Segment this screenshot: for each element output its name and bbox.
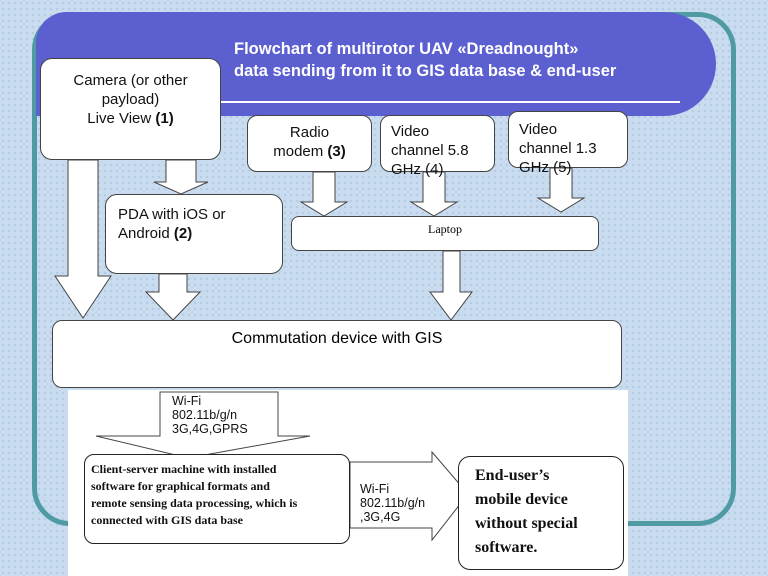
- wifi-top-line-1: Wi-Fi: [172, 394, 202, 408]
- enduser-line-1: End-user’s: [475, 467, 550, 484]
- client-line-3: remote sensing data processing, which is: [91, 496, 298, 510]
- enduser-line-2: mobile device: [475, 491, 568, 508]
- wifi-label-right: [360, 482, 425, 524]
- pda-label-2: Android: [118, 225, 174, 242]
- commutation-label: Commutation device with GIS: [231, 330, 443, 347]
- video13-label-3: GHz (5): [519, 159, 572, 176]
- radio-label-1: Radio: [289, 124, 330, 141]
- radio-modem-node: [247, 115, 372, 172]
- wifi-label-top: [172, 394, 248, 436]
- wifi-right-line-1: Wi-Fi: [360, 482, 390, 496]
- client-line-1: Client-server machine with installed: [91, 462, 277, 476]
- wifi-right-line-3: ,3G,4G: [360, 510, 401, 524]
- arrow-camera-to-commutation: [55, 160, 111, 318]
- radio-label-2: modem: [273, 143, 328, 160]
- enduser-line-3: without special: [475, 515, 578, 532]
- arrow-laptop-to-commutation: [430, 251, 472, 320]
- camera-label-3: Live View: [87, 110, 156, 127]
- camera-label-1: Camera (or other: [73, 72, 188, 89]
- title-line-1: Flowchart of multirotor UAV «Dreadnought»: [234, 40, 579, 58]
- arrow-camera-to-pda: [154, 160, 208, 194]
- video-channel-13-node: [508, 111, 628, 176]
- pda-label-1: PDA with iOS or: [118, 206, 226, 223]
- laptop-node: [291, 216, 599, 251]
- client-line-4: connected with GIS data base: [91, 513, 244, 527]
- video58-label-3: GHz (4): [391, 161, 444, 178]
- commutation-device-node: [52, 320, 622, 388]
- arrow-radio-to-laptop: [301, 172, 347, 216]
- video13-label-2: channel 1.3: [519, 140, 597, 157]
- video13-label-1: Video: [519, 121, 558, 138]
- camera-node: [40, 58, 221, 160]
- enduser-line-4: software.: [475, 539, 538, 556]
- pda-number: (2): [173, 225, 193, 242]
- arrow-pda-to-commutation: [146, 274, 200, 320]
- wifi-top-line-2: 802.11b/g/n: [172, 408, 238, 422]
- title-line-2: data sending from it to GIS data base & end-user: [234, 62, 617, 80]
- video58-label-1: Video: [391, 123, 430, 140]
- video58-label-2: channel 5.8: [391, 142, 469, 159]
- camera-number: (1): [155, 110, 174, 127]
- client-line-2: software for graphical formats and: [91, 479, 270, 493]
- pda-node: [105, 194, 283, 274]
- camera-label-2: payload): [101, 91, 160, 108]
- wifi-right-line-2: 802.11b/g/n: [360, 496, 426, 510]
- radio-number: (3): [327, 143, 346, 160]
- client-server-node: [84, 454, 350, 544]
- end-user-node: [458, 456, 624, 570]
- laptop-label: Laptop: [428, 222, 462, 236]
- video-channel-58-node: [380, 115, 495, 178]
- wifi-top-line-3: 3G,4G,GPRS: [172, 422, 248, 436]
